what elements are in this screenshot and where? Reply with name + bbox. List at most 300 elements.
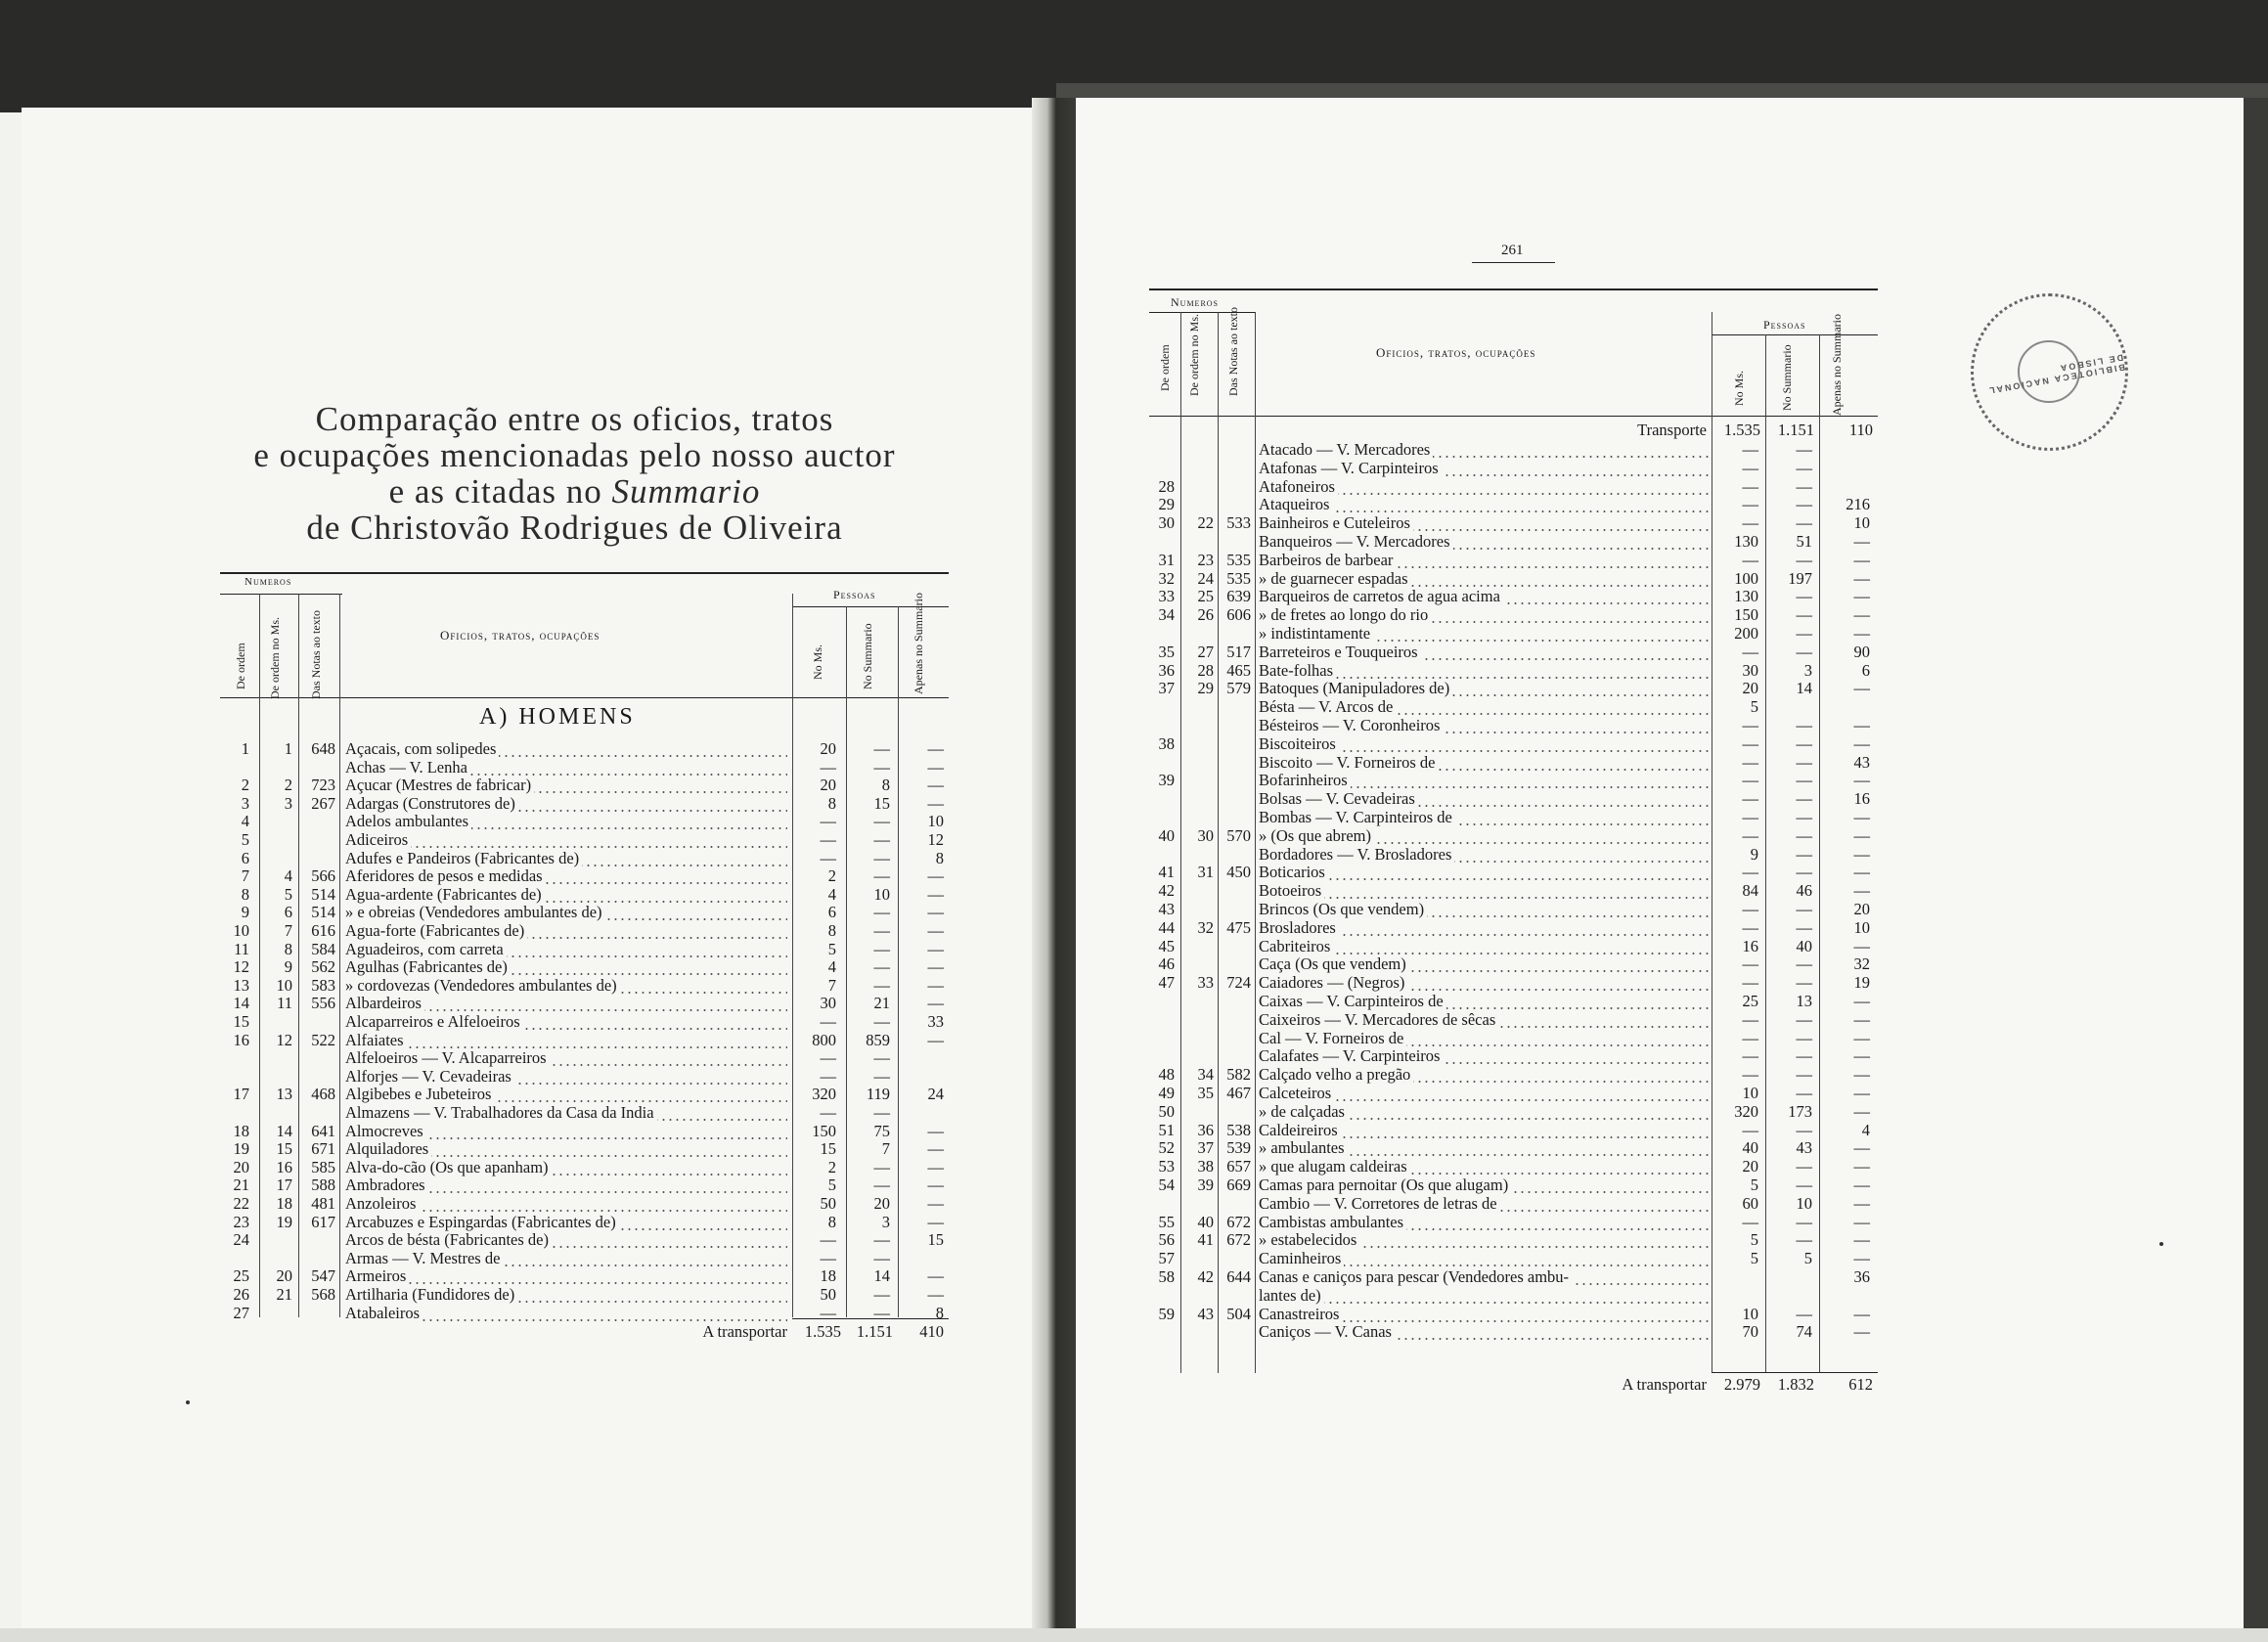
row-no-ms: 20 <box>820 739 836 758</box>
row-ordem: 30 <box>1158 513 1175 533</box>
row-no-summ: 13 <box>1796 992 1812 1010</box>
row-no-summ: — <box>1796 513 1812 533</box>
row-occupation <box>345 777 787 794</box>
row-notas: 641 <box>311 1121 335 1140</box>
row-no-summ: — <box>1796 808 1812 826</box>
row-occupation <box>345 904 787 921</box>
row-no-ms: — <box>820 1248 836 1267</box>
occupation-text: Caminheiros <box>1259 1250 1344 1267</box>
row-apenas: — <box>927 1176 944 1195</box>
row-no-summ: 10 <box>1796 1193 1812 1213</box>
row-ordem: 56 <box>1158 1230 1175 1250</box>
row-no-summ: 20 <box>873 1194 890 1213</box>
table-row <box>1149 1085 1878 1103</box>
row-apenas: — <box>1853 679 1870 698</box>
row-notas: 475 <box>1226 917 1251 937</box>
speck <box>2159 1242 2163 1246</box>
row-apenas: — <box>1853 825 1870 845</box>
total-no-summ: 1.832 <box>1777 1375 1814 1394</box>
row-occupation <box>1259 625 1709 643</box>
row-no-summ: — <box>873 975 890 995</box>
row-ordem: 24 <box>233 1230 249 1250</box>
table-row <box>1149 625 1878 643</box>
row-notas: 568 <box>311 1285 335 1304</box>
occupation-text: Calçado velho a pregão <box>1259 1066 1413 1084</box>
row-notas: 468 <box>311 1085 335 1104</box>
row-apenas: — <box>927 757 944 777</box>
row-no-summ: — <box>1796 917 1812 937</box>
row-ms: 31 <box>1197 863 1214 882</box>
table-row <box>220 1123 949 1141</box>
table-row <box>220 1195 949 1214</box>
row-no-summ: 859 <box>866 1030 890 1049</box>
row-occupation <box>1259 864 1709 881</box>
row-no-ms: 70 <box>1742 1322 1758 1342</box>
row-no-summ: — <box>873 830 890 849</box>
left-total-row <box>220 1323 949 1343</box>
table-row <box>1149 1122 1878 1140</box>
occupation-text: Caniços — V. Canas <box>1259 1323 1395 1341</box>
occupation-text: Cal — V. Forneiros de <box>1259 1030 1406 1047</box>
row-no-ms: 6 <box>827 903 836 922</box>
occupation-text: Botoeiros <box>1259 882 1324 900</box>
row-no-summ: — <box>1796 825 1812 845</box>
row-notas: 570 <box>1226 825 1251 845</box>
row-ordem: 27 <box>233 1303 249 1322</box>
row-ms: 6 <box>284 903 292 922</box>
row-no-ms: 5 <box>1750 1249 1758 1268</box>
occupation-text: Bainheiros e Cuteleiros <box>1259 514 1413 532</box>
table-row <box>220 1032 949 1050</box>
row-apenas: 10 <box>927 812 944 831</box>
row-notas: 562 <box>311 957 335 977</box>
row-notas: 648 <box>311 739 335 758</box>
title-line-3-prefix: e as citadas no <box>388 472 602 510</box>
row-no-ms: — <box>1742 716 1758 734</box>
row-no-summ: — <box>873 1230 890 1250</box>
row-no-summ: 43 <box>1796 1138 1812 1158</box>
row-ms: 42 <box>1197 1267 1214 1286</box>
row-ordem: 35 <box>1158 642 1175 661</box>
row-occupation <box>1259 478 1709 496</box>
table-row <box>220 1013 949 1032</box>
row-no-ms: 2 <box>827 866 836 886</box>
row-no-summ: 51 <box>1796 532 1812 551</box>
occupation-text: Ambradores <box>345 1176 428 1194</box>
row-occupation <box>1259 460 1709 477</box>
row-occupation <box>345 1032 787 1049</box>
row-apenas: — <box>1853 1304 1870 1323</box>
row-no-ms: — <box>1742 900 1758 918</box>
row-occupation <box>345 1013 787 1031</box>
row-no-summ: 75 <box>873 1121 890 1140</box>
table-row <box>220 941 949 959</box>
row-ordem: 55 <box>1158 1212 1175 1231</box>
occupation-text: Brincos (Os que vendem) <box>1259 901 1427 918</box>
row-ms: 5 <box>284 884 292 904</box>
row-occupation <box>1259 552 1709 569</box>
row-no-summ: — <box>1796 900 1812 918</box>
row-occupation <box>1259 1122 1709 1139</box>
row-ms: 18 <box>276 1194 292 1213</box>
row-apenas: 16 <box>1853 789 1870 809</box>
row-no-ms: 200 <box>1734 624 1758 643</box>
row-apenas: — <box>1853 1101 1870 1121</box>
occupation-text: Caixeiros — V. Mercadores de sêcas <box>1259 1011 1498 1029</box>
row-no-summ: — <box>1796 844 1812 864</box>
row-apenas: — <box>927 939 944 958</box>
row-no-summ: — <box>1796 495 1812 514</box>
row-occupation <box>1259 698 1709 716</box>
row-no-ms: — <box>820 757 836 777</box>
table-row <box>1149 662 1878 681</box>
row-ms: 38 <box>1197 1157 1214 1176</box>
occupation-text: » indistintamente <box>1259 625 1373 643</box>
row-no-summ: — <box>873 757 890 777</box>
transport-no-ms: 1.535 <box>1723 421 1760 439</box>
table-row <box>1149 1250 1878 1268</box>
transport-no-summ: 1.151 <box>1777 421 1814 439</box>
row-occupation <box>1259 1268 1709 1286</box>
row-apenas: 10 <box>1853 513 1870 533</box>
occupation-text: Albardeiros <box>345 995 424 1012</box>
row-no-ms: — <box>1742 789 1758 809</box>
row-apenas: 12 <box>927 830 944 849</box>
row-occupation <box>345 922 787 940</box>
row-occupation <box>1259 1047 1709 1065</box>
row-notas: 585 <box>311 1157 335 1176</box>
title-line-1: Comparação entre os oficios, tratos <box>315 400 834 438</box>
section-title: A) HOMENS <box>479 704 636 730</box>
total-label: A transportar <box>702 1322 787 1341</box>
occupation-text: Calceteiros <box>1259 1085 1334 1102</box>
row-apenas: — <box>1853 1046 1870 1066</box>
total-apenas: 612 <box>1848 1375 1873 1394</box>
row-notas: 579 <box>1226 679 1251 698</box>
row-ordem: 38 <box>1158 733 1175 753</box>
occupation-text: Açucar (Mestres de fabricar) <box>345 777 534 794</box>
right-table <box>1149 288 1878 1394</box>
occupation-text: Canas e caniços para pescar (Vendedores ambu- <box>1259 1268 1572 1286</box>
table-row <box>220 1250 949 1268</box>
row-no-summ: — <box>1796 973 1812 993</box>
row-no-summ: — <box>1796 771 1812 790</box>
row-apenas: — <box>1853 1212 1870 1231</box>
header-numeros: Numeros <box>245 576 292 588</box>
table-row <box>220 922 949 941</box>
title-line-3-italic: Summario <box>611 472 761 510</box>
occupation-text: lantes de) <box>1259 1287 1324 1305</box>
occupation-text: Atafonas — V. Carpinteiros <box>1259 460 1442 477</box>
row-ms: 25 <box>1197 587 1214 606</box>
occupation-text: » ambulantes <box>1259 1139 1348 1157</box>
page-number: 261 <box>1501 243 1524 258</box>
occupation-text: Bombas — V. Carpinteiros de <box>1259 809 1455 826</box>
row-ordem: 33 <box>1158 587 1175 606</box>
table-row <box>220 831 949 850</box>
table-row <box>1149 460 1878 478</box>
row-occupation <box>1259 717 1709 734</box>
row-apenas: — <box>927 866 944 886</box>
occupation-text: Bésta — V. Arcos de <box>1259 698 1396 716</box>
row-no-summ: 10 <box>873 884 890 904</box>
row-occupation <box>1259 882 1709 900</box>
occupation-text: Bofarinheiros <box>1259 772 1351 789</box>
row-no-ms: 150 <box>1734 605 1758 625</box>
occupation-text: Cambio — V. Corretores de letras de <box>1259 1195 1500 1213</box>
row-notas: 671 <box>311 1139 335 1159</box>
table-row <box>1149 552 1878 570</box>
row-notas: 582 <box>1226 1065 1251 1085</box>
row-no-ms: — <box>1742 973 1758 993</box>
row-no-summ: 14 <box>1796 679 1812 698</box>
header-bottom-rule <box>220 697 949 698</box>
row-no-summ: — <box>873 866 890 886</box>
header-pessoas: Pessoas <box>833 588 876 601</box>
row-apenas: — <box>1853 733 1870 753</box>
row-no-ms: 320 <box>1734 1101 1758 1121</box>
occupation-text: Caiadores — (Negros) <box>1259 974 1407 992</box>
row-occupation <box>345 1305 787 1322</box>
occupation-text: Adargas (Construtores de) <box>345 795 518 813</box>
scan-bottom-band <box>0 1628 2268 1642</box>
row-no-ms: — <box>1742 825 1758 845</box>
table-row <box>1149 809 1878 827</box>
row-occupation <box>1259 1195 1709 1213</box>
row-no-ms: 30 <box>820 994 836 1013</box>
occupation-text: Armeiros <box>345 1267 409 1285</box>
row-no-summ: — <box>873 848 890 867</box>
row-apenas: — <box>927 1121 944 1140</box>
row-apenas: — <box>927 903 944 922</box>
row-no-summ: 7 <box>881 1139 890 1159</box>
row-no-ms: 4 <box>827 957 836 977</box>
row-no-summ: — <box>1796 440 1812 459</box>
row-no-ms: 8 <box>827 1212 836 1231</box>
row-no-ms: — <box>1742 863 1758 882</box>
row-no-ms: 15 <box>820 1139 836 1159</box>
row-ms: 20 <box>276 1266 292 1286</box>
table-row <box>1149 974 1878 993</box>
row-ms: 24 <box>1197 568 1214 588</box>
table-row <box>220 1267 949 1286</box>
row-occupation <box>1259 441 1709 459</box>
row-notas: 606 <box>1226 605 1251 625</box>
row-occupation <box>345 1195 787 1213</box>
row-apenas: — <box>927 884 944 904</box>
row-no-ms: 84 <box>1742 881 1758 901</box>
table-row <box>1149 1103 1878 1122</box>
row-no-ms: — <box>1742 476 1758 496</box>
occupation-text: Calafates — V. Carpinteiros <box>1259 1047 1443 1065</box>
row-occupation <box>345 941 787 958</box>
row-occupation <box>1259 1214 1709 1231</box>
occupation-text: Atabaleiros <box>345 1305 422 1322</box>
row-apenas: — <box>1853 881 1870 901</box>
row-ms: 19 <box>276 1212 292 1231</box>
header-pessoas-rule <box>1712 334 1878 335</box>
row-no-summ: — <box>1796 587 1812 606</box>
table-row <box>220 795 949 814</box>
table-row <box>220 1049 949 1068</box>
row-apenas: 10 <box>1853 917 1870 937</box>
row-notas: 450 <box>1226 863 1251 882</box>
row-notas: 657 <box>1226 1157 1251 1176</box>
row-no-summ: 173 <box>1788 1101 1812 1121</box>
row-occupation <box>345 813 787 830</box>
occupation-text: Arcos de bésta (Fabricantes de) <box>345 1231 552 1249</box>
table-row <box>1149 790 1878 809</box>
table-row <box>1149 955 1878 974</box>
row-occupation <box>1259 938 1709 955</box>
row-ordem: 32 <box>1158 568 1175 588</box>
table-row <box>1149 919 1878 938</box>
row-occupation <box>1259 772 1709 789</box>
row-no-summ: — <box>1796 954 1812 974</box>
row-ordem: 47 <box>1158 973 1175 993</box>
row-occupation <box>345 1086 787 1103</box>
row-ms: 40 <box>1197 1212 1214 1231</box>
row-apenas: — <box>927 957 944 977</box>
header-col-notas: Das Notas ao texto <box>309 610 323 699</box>
row-no-ms: 800 <box>812 1030 836 1049</box>
row-ordem: 8 <box>241 884 249 904</box>
row-ms: 13 <box>276 1085 292 1104</box>
row-no-ms: — <box>1742 1028 1758 1047</box>
row-notas: 539 <box>1226 1138 1251 1158</box>
header-col-notas: Das Notas ao texto <box>1226 307 1240 396</box>
occupation-text: Caça (Os que vendem) <box>1259 955 1409 973</box>
row-occupation <box>1259 1158 1709 1176</box>
table-row <box>1149 993 1878 1011</box>
row-occupation <box>1259 1306 1709 1323</box>
row-no-summ: — <box>1796 789 1812 809</box>
row-occupation <box>345 1231 787 1249</box>
row-ordem: 52 <box>1158 1138 1175 1158</box>
row-occupation <box>1259 735 1709 753</box>
occupation-text: Arcabuzes e Espingardas (Fabricantes de) <box>345 1214 619 1231</box>
row-no-ms: — <box>820 1048 836 1068</box>
table-row <box>1149 1176 1878 1195</box>
occupation-text: Alcaparreiros e Alfeloeiros <box>345 1013 523 1031</box>
row-ms: 3 <box>284 793 292 813</box>
table-row <box>220 1214 949 1232</box>
row-apenas: — <box>927 1139 944 1159</box>
total-label: A transportar <box>1622 1375 1707 1394</box>
table-row <box>1149 643 1878 662</box>
row-ms: 17 <box>276 1176 292 1195</box>
row-occupation <box>345 831 787 849</box>
header-col-apenas: Apenas no Summario <box>912 593 925 694</box>
row-apenas: 24 <box>927 1085 944 1104</box>
occupation-text: Canastreiros <box>1259 1306 1342 1323</box>
row-ordem: 21 <box>233 1176 249 1195</box>
row-no-summ: — <box>1796 1065 1812 1085</box>
occupation-text: Bordadores — V. Brosladores <box>1259 846 1454 864</box>
row-no-ms: — <box>1742 733 1758 753</box>
row-notas: 514 <box>311 903 335 922</box>
row-ordem: 26 <box>233 1285 249 1304</box>
row-no-ms: — <box>820 1103 836 1122</box>
table-row <box>1149 772 1878 790</box>
row-no-ms: — <box>1742 954 1758 974</box>
row-notas: 723 <box>311 776 335 795</box>
row-apenas: 216 <box>1846 495 1870 514</box>
row-occupation <box>345 795 787 813</box>
row-no-ms: — <box>820 812 836 831</box>
occupation-text: Ataqueiros <box>1259 496 1332 513</box>
table-row <box>220 904 949 922</box>
row-no-summ: — <box>1796 863 1812 882</box>
row-apenas: 8 <box>935 848 944 867</box>
occupation-text: Artilharia (Fundidores de) <box>345 1286 517 1304</box>
row-no-ms: 20 <box>1742 679 1758 698</box>
row-apenas: — <box>1853 771 1870 790</box>
row-no-ms: 5 <box>1750 1230 1758 1250</box>
occupation-text: Agua-ardente (Fabricantes de) <box>345 886 545 904</box>
row-no-summ: — <box>1796 550 1812 569</box>
row-ms: 22 <box>1197 513 1214 533</box>
row-no-ms: — <box>1742 458 1758 477</box>
table-row <box>1149 846 1878 865</box>
occupation-text: Adiceiros <box>345 831 411 849</box>
row-no-summ: — <box>1796 458 1812 477</box>
row-no-ms: 9 <box>1750 844 1758 864</box>
row-ordem: 39 <box>1158 771 1175 790</box>
row-occupation <box>345 1176 787 1194</box>
occupation-text: Cambistas ambulantes <box>1259 1214 1406 1231</box>
row-occupation <box>1259 606 1709 624</box>
table-row <box>220 1176 949 1195</box>
occupation-text: Barbeiros de barbear <box>1259 552 1396 569</box>
occupation-text: Caixas — V. Carpinteiros de <box>1259 993 1446 1010</box>
occupation-text: Boticarios <box>1259 864 1328 881</box>
row-notas: 538 <box>1226 1120 1251 1139</box>
row-occupation <box>1259 1176 1709 1194</box>
row-occupation <box>1259 901 1709 918</box>
occupation-text: Adelos ambulantes <box>345 813 471 830</box>
row-no-summ: — <box>873 1248 890 1267</box>
row-apenas: — <box>1853 587 1870 606</box>
occupation-text: Açacais, com solipedes <box>345 740 499 758</box>
row-no-summ: — <box>873 1303 890 1322</box>
row-ordem: 17 <box>233 1085 249 1104</box>
occupation-text: Alfaiates <box>345 1032 407 1049</box>
row-ordem: 58 <box>1158 1267 1175 1286</box>
row-apenas: 8 <box>935 1303 944 1322</box>
row-ordem: 31 <box>1158 550 1175 569</box>
row-ms: 15 <box>276 1139 292 1159</box>
row-occupation <box>1259 680 1709 697</box>
row-no-ms: — <box>1742 1212 1758 1231</box>
row-no-ms: 60 <box>1742 1193 1758 1213</box>
row-occupation <box>345 1214 787 1231</box>
row-no-ms: — <box>820 1303 836 1322</box>
page-number-rule <box>1472 262 1555 263</box>
row-occupation <box>1259 919 1709 937</box>
total-rule <box>792 1318 949 1319</box>
occupation-text: Alforjes — V. Cevadeiras <box>345 1068 514 1086</box>
table-row <box>1149 754 1878 773</box>
row-ms: 32 <box>1197 917 1214 937</box>
row-ordem: 54 <box>1158 1176 1175 1194</box>
row-occupation <box>345 850 787 867</box>
row-ms: 27 <box>1197 642 1214 661</box>
row-apenas: — <box>1853 1157 1870 1176</box>
row-no-summ: 14 <box>873 1266 890 1286</box>
row-no-ms: 150 <box>812 1121 836 1140</box>
row-apenas: 33 <box>927 1012 944 1031</box>
